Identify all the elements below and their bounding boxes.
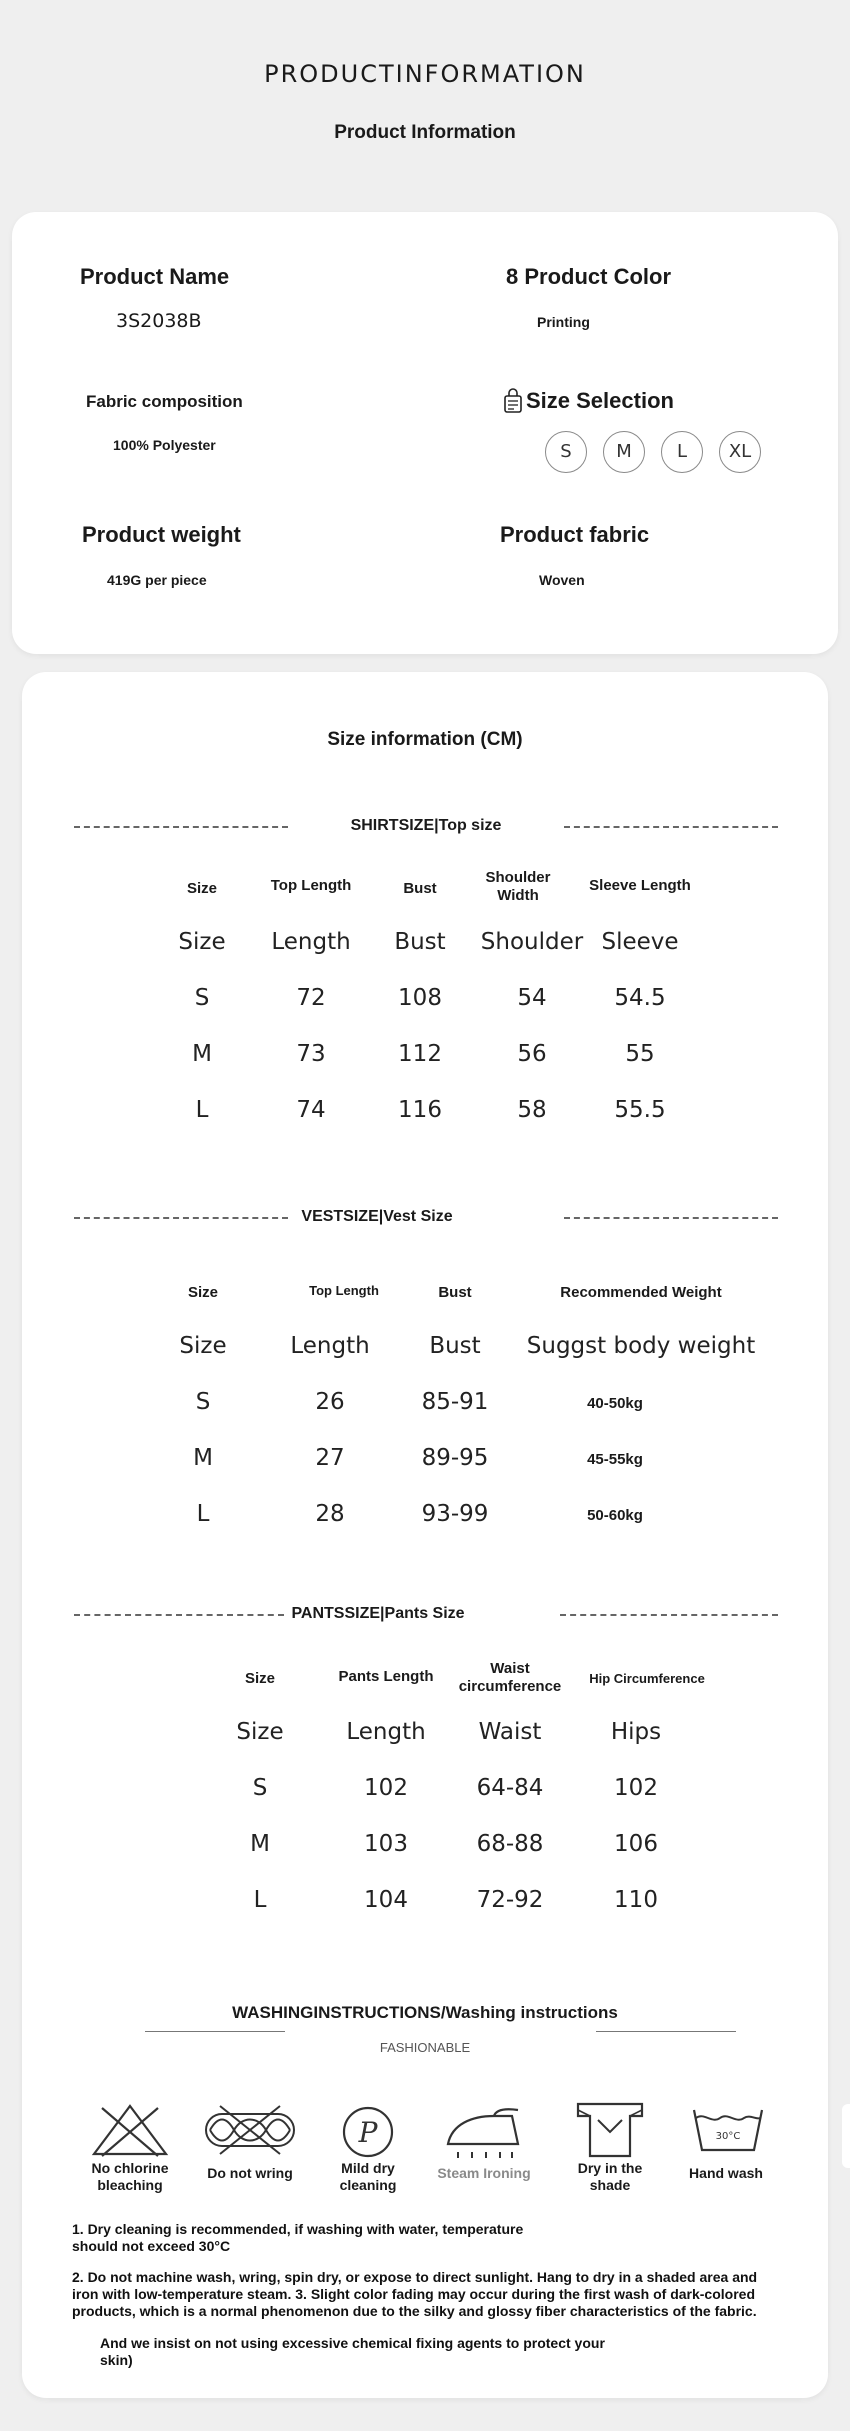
washing-icon-label: Do not wring: [207, 2165, 293, 2181]
shade-dry-icon: [570, 2100, 650, 2160]
no-bleach-icon: [82, 2100, 178, 2160]
table-header: Waist circumference: [458, 1660, 562, 1695]
washing-icon-label: Hand wash: [689, 2165, 763, 2181]
washing-title: WASHINGINSTRUCTIONS/Washing instructions: [232, 2003, 618, 2022]
table-subheader: Size: [236, 1719, 284, 1745]
product-fabric-label: Product fabric: [500, 522, 650, 547]
mild-dry-clean-icon: [340, 2104, 396, 2160]
table-subheader: Size: [179, 1333, 227, 1359]
table-header: Size: [186, 880, 217, 897]
table-cell: 54.5: [614, 985, 666, 1011]
table-subheader: Waist: [478, 1719, 542, 1745]
washing-subtitle: FASHIONABLE: [379, 2040, 471, 2055]
table-cell: 74: [296, 1097, 326, 1123]
product-color-label: 8 Product Color: [506, 264, 672, 289]
washing-icon-label: Steam Ironing: [437, 2165, 531, 2181]
divider-line: [145, 2031, 285, 2032]
size-option-m[interactable]: M: [603, 431, 645, 473]
table-cell: 27: [315, 1445, 345, 1471]
table-cell: 103: [364, 1831, 408, 1857]
table-subheader: Size: [178, 929, 226, 955]
wash-temperature: 30°C: [715, 2131, 741, 2142]
hand-wash-icon: [690, 2104, 766, 2156]
size-option-s[interactable]: S: [545, 431, 587, 473]
table-cell: 72: [296, 985, 326, 1011]
no-wring-icon: [200, 2100, 300, 2160]
table-cell: 108: [398, 985, 442, 1011]
table-cell: 89-95: [421, 1445, 489, 1471]
size-info-title: Size information (CM): [327, 729, 523, 750]
product-color-value: Printing: [537, 314, 590, 330]
size-chart-icon: [502, 388, 524, 414]
table-cell: 54: [517, 985, 547, 1011]
fabric-composition-value: 100% Polyester: [113, 437, 216, 453]
table-cell: 40-50kg: [587, 1395, 643, 1412]
table-header: Sleeve Length: [589, 877, 691, 894]
table-cell: 68-88: [476, 1831, 544, 1857]
table-header: Hip Circumference: [589, 1671, 705, 1686]
shirt-size-title: SHIRTSIZE|Top size: [350, 817, 502, 834]
table-cell: S: [195, 1389, 211, 1415]
table-header: Shoulder Width: [485, 869, 551, 904]
table-cell: 106: [614, 1831, 658, 1857]
size-option-l[interactable]: L: [661, 431, 703, 473]
table-header: Top Length: [270, 877, 352, 894]
table-cell: L: [195, 1097, 209, 1123]
table-cell: 102: [614, 1775, 658, 1801]
table-cell: 55.5: [614, 1097, 666, 1123]
divider-line: [596, 2031, 736, 2032]
table-header: Bust: [403, 880, 437, 897]
table-cell: 72-92: [476, 1887, 544, 1913]
divider-left: [74, 826, 288, 828]
table-header: Size: [244, 1670, 275, 1687]
table-cell: 50-60kg: [587, 1507, 643, 1524]
divider-left: [74, 1217, 288, 1219]
table-subheader: Bust: [429, 1333, 481, 1359]
table-cell: L: [196, 1501, 210, 1527]
table-cell: 112: [398, 1041, 442, 1067]
washing-icon-label: Dry in the shade: [577, 2160, 643, 2193]
table-cell: 26: [315, 1389, 345, 1415]
table-header: Pants Length: [338, 1668, 434, 1685]
divider-right: [564, 1217, 778, 1219]
table-cell: 116: [398, 1097, 442, 1123]
size-option-xl[interactable]: XL: [719, 431, 761, 473]
table-header: Recommended Weight: [560, 1284, 722, 1301]
table-subheader: Length: [271, 929, 351, 955]
divider-right: [564, 826, 778, 828]
page-title: PRODUCTINFORMATION: [264, 60, 586, 88]
divider-left: [74, 1614, 284, 1616]
table-subheader: Length: [346, 1719, 426, 1745]
table-cell: S: [194, 985, 210, 1011]
table-cell: 58: [517, 1097, 547, 1123]
table-subheader: Bust: [394, 929, 446, 955]
table-cell: 28: [315, 1501, 345, 1527]
table-cell: 73: [296, 1041, 326, 1067]
side-tab: [842, 2104, 850, 2168]
svg-text:P: P: [358, 2116, 378, 2149]
table-cell: 102: [364, 1775, 408, 1801]
table-cell: 64-84: [476, 1775, 544, 1801]
table-subheader: Shoulder: [480, 929, 584, 955]
page-subtitle: Product Information: [334, 122, 516, 143]
table-cell: S: [252, 1775, 268, 1801]
table-cell: M: [192, 1041, 212, 1067]
product-name-label: Product Name: [80, 264, 230, 289]
table-cell: 56: [517, 1041, 547, 1067]
table-cell: 45-55kg: [587, 1451, 643, 1468]
table-subheader: Hips: [610, 1719, 662, 1745]
washing-note: 2. Do not machine wash, wring, spin dry, or expose to direct sunlight. Hang to dry in a shaded area and iron with low-temperature steam. 3. Slight color fading may occur during the first wash of dark-colored products, which is a normal phenomenon due to the silky and glossy fiber characteristics of the fabric.: [72, 2269, 758, 2319]
table-cell: 104: [364, 1887, 408, 1913]
table-header: Top Length: [309, 1283, 379, 1298]
table-cell: L: [253, 1887, 267, 1913]
product-weight-value: 419G per piece: [107, 572, 207, 588]
size-selection-label: Size Selection: [526, 388, 674, 413]
product-info-card: [12, 212, 838, 654]
table-cell: 55: [625, 1041, 655, 1067]
table-cell: 110: [614, 1887, 658, 1913]
table-cell: 93-99: [421, 1501, 489, 1527]
product-name-value: 3S2038B: [116, 310, 202, 332]
washing-icon-label: Mild dry cleaning: [339, 2160, 397, 2193]
fabric-composition-label: Fabric composition: [86, 392, 243, 411]
table-cell: M: [250, 1831, 270, 1857]
product-weight-label: Product weight: [82, 522, 241, 547]
divider-right: [560, 1614, 778, 1616]
steam-iron-icon: [438, 2104, 528, 2160]
table-subheader: Sleeve: [601, 929, 679, 955]
table-cell: 85-91: [421, 1389, 489, 1415]
table-header: Bust: [438, 1284, 472, 1301]
washing-icon-label: No chlorine bleaching: [91, 2160, 169, 2193]
table-subheader: Suggst body weight: [526, 1333, 756, 1359]
product-fabric-value: Woven: [539, 572, 585, 588]
table-header: Size: [187, 1284, 218, 1301]
vest-size-title: VESTSIZE|Vest Size: [301, 1208, 453, 1225]
pants-size-title: PANTSSIZE|Pants Size: [291, 1605, 465, 1622]
table-cell: M: [193, 1445, 213, 1471]
table-subheader: Length: [290, 1333, 370, 1359]
washing-note: 1. Dry cleaning is recommended, if washing with water, temperature should not exceed 30°C: [72, 2221, 524, 2254]
washing-note: And we insist on not using excessive chemical fixing agents to protect your skin): [100, 2335, 605, 2368]
